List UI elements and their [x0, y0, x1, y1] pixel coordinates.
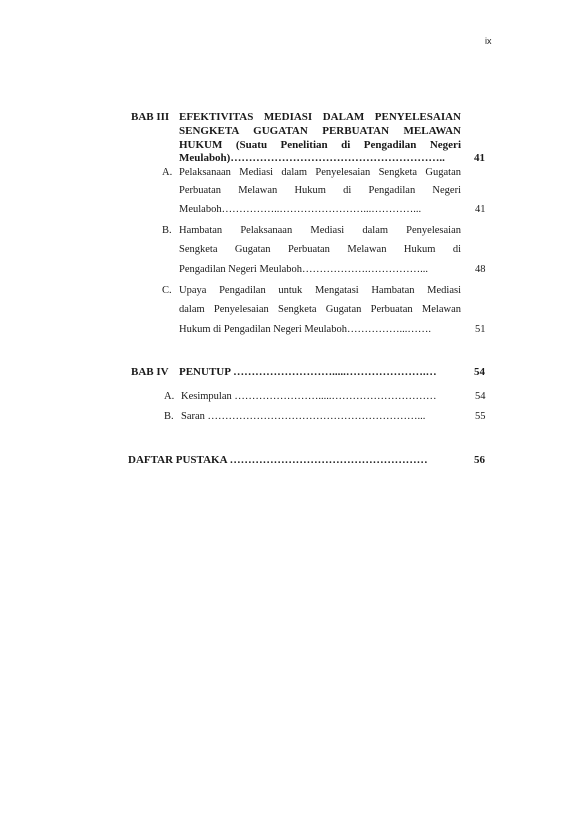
bab3-item-b-line-3: Pengadilan Negeri Meulaboh……………….……………...: [179, 264, 429, 275]
bab3-item-c-line-2: dalam Penyelesaian Sengketa Gugatan Perbuatan Melawan: [179, 304, 461, 315]
bab3-item-a-letter: A.: [162, 167, 173, 178]
bab3-title-line-4: Meulaboh)…………………………………………………..: [179, 152, 445, 164]
bab3-page: 41: [474, 152, 485, 164]
bab3-label: BAB III: [131, 111, 170, 123]
bab4-title: PENUTUP ……………………….....………………….…: [179, 366, 437, 378]
page-number: ix: [485, 36, 492, 46]
bab3-item-a-line-3: Meulaboh……………..……………………...…………...: [179, 204, 422, 215]
bab3-title-line-3: HUKUM (Suatu Penelitian di Pengadilan Negeri: [179, 139, 461, 151]
bab3-title-line-1: EFEKTIVITAS MEDIASI DALAM PENYELESAIAN: [179, 111, 461, 123]
bab3-item-b-letter: B.: [162, 225, 172, 236]
bab3-item-c-line-1: Upaya Pengadilan untuk Mengatasi Hambatan Mediasi: [179, 285, 461, 296]
bab3-item-b-line-2: Sengketa Gugatan Perbuatan Melawan Hukum di: [179, 244, 461, 255]
bab4-item-a-page: 54: [475, 391, 486, 402]
bab4-label: BAB IV: [131, 366, 169, 378]
bab4-item-b-letter: B.: [164, 411, 174, 422]
bab3-item-a-line-1: Pelaksanaan Mediasi dalam Penyelesaian Sengketa Gugatan: [179, 167, 461, 178]
bab3-title-line-2: SENGKETA GUGATAN PERBUATAN MELAWAN: [179, 125, 461, 137]
bab4-item-a-text: Kesimpulan …………………….....…………………………: [181, 391, 437, 402]
bab4-page: 54: [474, 366, 485, 378]
bab3-item-b-page: 48: [475, 264, 486, 275]
bab3-item-c-letter: C.: [162, 285, 172, 296]
bab3-item-a-line-2: Perbuatan Melawan Hukum di Pengadilan Negeri: [179, 185, 461, 196]
bab4-item-b-page: 55: [475, 411, 486, 422]
daftar-pustaka-page: 56: [474, 454, 485, 466]
bab4-item-a-letter: A.: [164, 391, 175, 402]
bab3-item-a-page: 41: [475, 204, 486, 215]
bab4-item-b-text: Saran ……………………………………………………...: [181, 411, 426, 422]
bab3-item-b-line-1: Hambatan Pelaksanaan Mediasi dalam Penyelesaian: [179, 225, 461, 236]
daftar-pustaka-title: DAFTAR PUSTAKA ………………………………………………: [128, 454, 428, 466]
bab3-item-c-page: 51: [475, 324, 486, 335]
bab3-item-c-line-3: Hukum di Pengadilan Negeri Meulaboh……………...…….: [179, 324, 431, 335]
